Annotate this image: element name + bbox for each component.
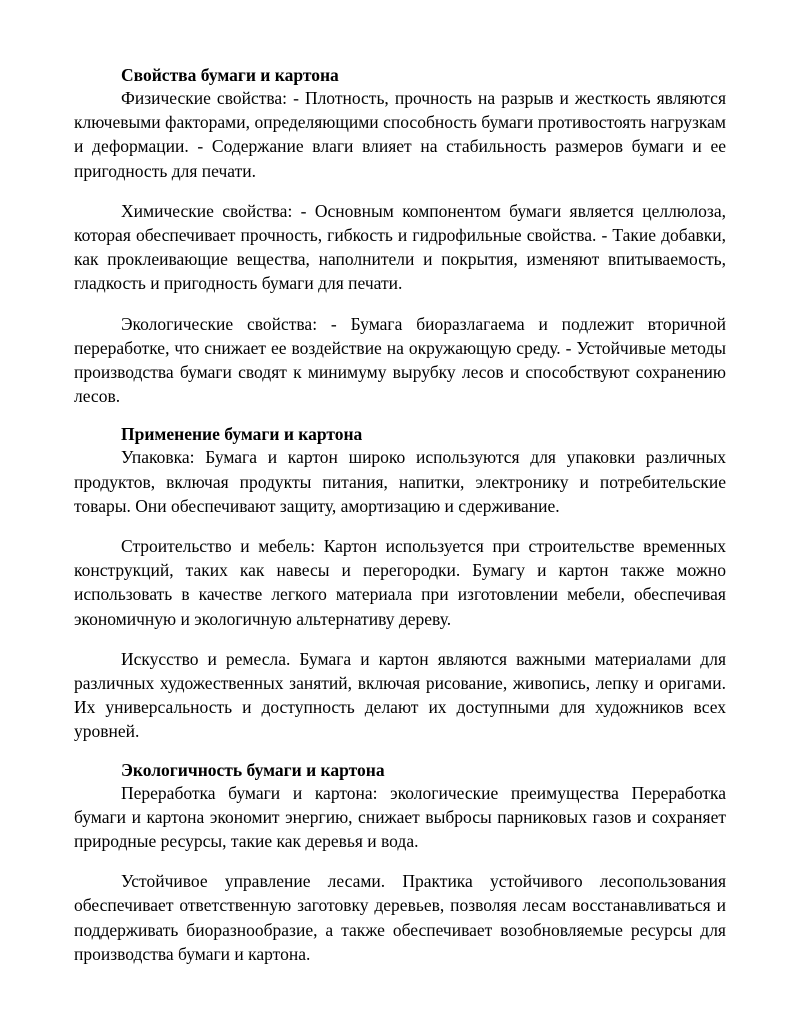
section-title: Экологичность бумаги и картона <box>121 759 385 780</box>
paragraph-construction-furniture: Строительство и мебель: Картон используется при строительстве временных конструкций, таких как навесы и перегородки. Бумагу и картон также можно использовать в качестве легкого материала при изготовлении мебели, обеспечивая экономичную и экологичную альтернативу дереву. <box>74 536 726 629</box>
section-sustainability <box>74 759 726 966</box>
section-title: Применение бумаги и картона <box>121 424 363 445</box>
paragraph-arts-crafts: Искусство и ремесла. Бумага и картон являются важными материалами для различных художественных занятий, включая рисование, живопись, лепку и оригами. Их универсальность и доступность делают их доступными для художников всех уровней. <box>74 648 726 742</box>
section-title: Свойства бумаги и картона <box>121 65 339 85</box>
paragraph-ecological-properties: Экологические свойства: - Бумага биоразлагаема и подлежит вторичной переработке, что снижает ее воздействие на окружающую среду. - Устойчивые методы производства бумаги сводят к минимуму вырубку лесов и способствуют сохранению лесов. <box>74 313 726 407</box>
paragraph-recycling: Переработка бумаги и картона: экологические преимущества Переработка бумаги и картона экономит энергию, снижает выбросы парниковых газов и сохраняет природные ресурсы, такие как деревья и вода. <box>74 782 726 852</box>
paragraph-physical-properties: Физические свойства: - Плотность, прочность на разрыв и жесткость являются ключевыми факторами, определяющими способность бумаги противостоять нагрузкам и деформации. - Содержание влаги влияет на стабильность размеров бумаги и ее пригодность для печати. <box>74 88 726 181</box>
paragraph-chemical-properties: Химические свойства: - Основным компонентом бумаги является целлюлоза, которая обеспечивает прочность, гибкость и гидрофильные свойства. - Такие добавки, как проклеивающие вещества, наполнители и покрытия, изменяют впитываемость, гладкость и пригодность бумаги для печати. <box>74 200 726 294</box>
section-applications <box>74 423 726 743</box>
paragraph-sustainable-forestry: Устойчивое управление лесами. Практика устойчивого лесопользования обеспечивает ответственную заготовку деревьев, позволяя лесам восстанавливаться и поддерживать биоразнообразие, а также обеспечивает возобновляемые ресурсы для производства бумаги и картона. <box>74 871 726 964</box>
section-properties <box>74 64 726 408</box>
paragraph-packaging: Упаковка: Бумага и картон широко используются для упаковки различных продуктов, включая продукты питания, напитки, электронику и потребительские товары. Они обеспечивают защиту, амортизацию и сдерживание. <box>74 447 726 516</box>
